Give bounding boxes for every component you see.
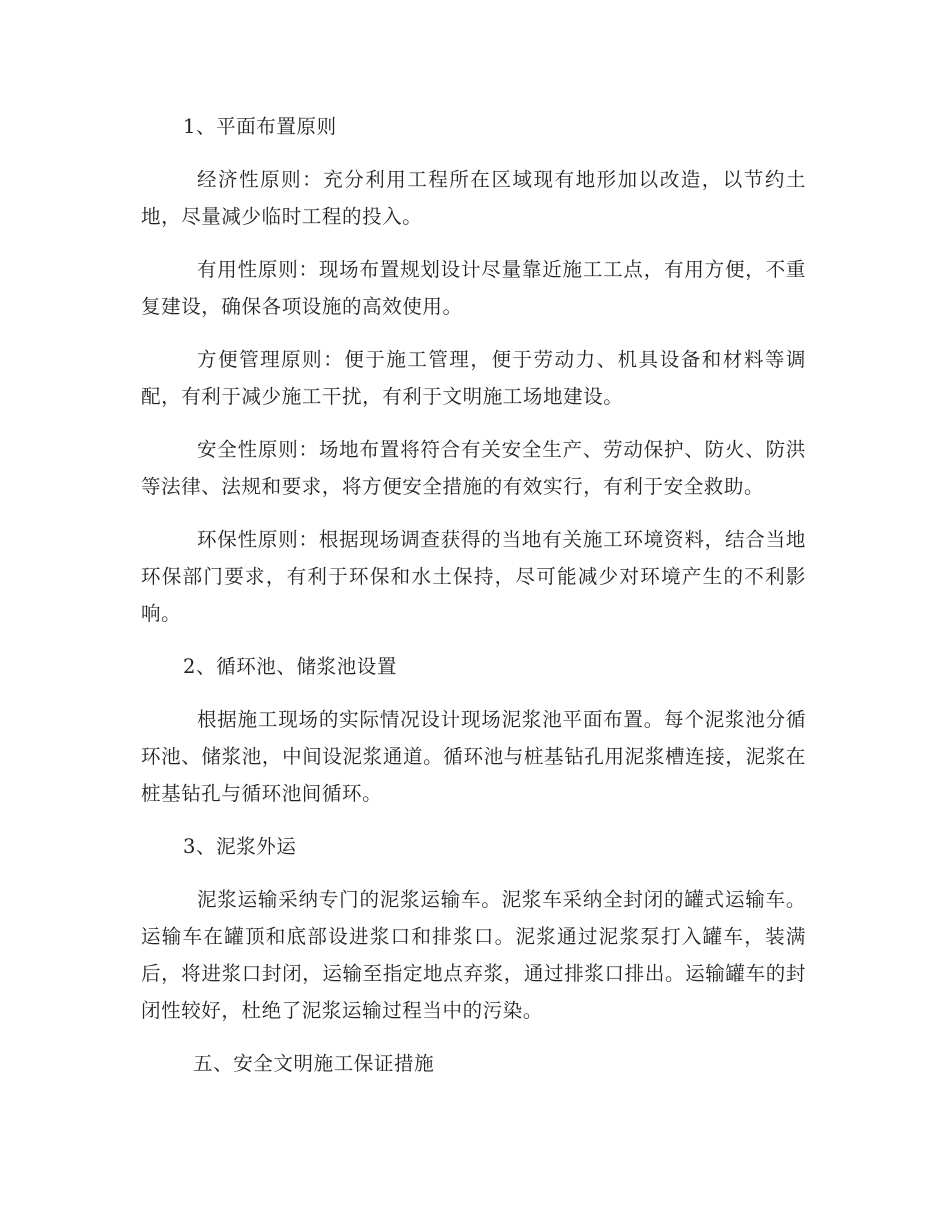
heading-safety-measures: 五、安全文明施工保证措施 bbox=[193, 1052, 435, 1075]
heading-layout-principles: 1、平面布置原则 bbox=[183, 115, 337, 138]
paragraph-management-principle: 方便管理原则：便于施工管理，便于劳动力、机具设备和材料等调配，有利于减少施工干扰，有利于文明施工场地建设。 bbox=[141, 348, 806, 408]
heading-mud-transport: 3、泥浆外运 bbox=[183, 835, 297, 858]
paragraph-environment-principle: 环保性原则：根据现场调查获得的当地有关施工环境资料，结合当地环保部门要求，有利于环保和水土保持，尽可能减少对环境产生的不利影响。 bbox=[141, 528, 806, 625]
paragraph-safety-principle: 安全性原则：场地布置将符合有关安全生产、劳动保护、防火、防洪等法律、法规和要求，将方便安全措施的有效实行，有利于安全救助。 bbox=[141, 438, 806, 498]
paragraph-mud-transport: 泥浆运输采纳专门的泥浆运输车。泥浆车采纳全封闭的罐式运输车。运输车在罐顶和底部设进浆口和排浆口。泥浆通过泥浆泵打入罐车，装满后，将进浆口封闭，运输至指定地点弃浆，通过排浆口排出。运输罐车的封闭性较好，杜绝了泥浆运输过程当中的污染。 bbox=[141, 888, 806, 1022]
heading-pool-setup: 2、循环池、储浆池设置 bbox=[183, 655, 398, 678]
paragraph-pool-setup: 根据施工现场的实际情况设计现场泥浆池平面布置。每个泥浆池分循环池、储浆池，中间设泥浆通道。循环池与桩基钻孔用泥浆槽连接，泥浆在桩基钻孔与循环池间循环。 bbox=[141, 708, 806, 805]
document-body bbox=[141, 108, 806, 1098]
paragraph-usefulness-principle: 有用性原则：现场布置规划设计尽量靠近施工工点，有用方便，不重复建设，确保各项设施的高效使用。 bbox=[141, 258, 806, 318]
paragraph-economy-principle: 经济性原则：充分利用工程所在区域现有地形加以改造，以节约土地，尽量减少临时工程的投入。 bbox=[141, 168, 806, 228]
